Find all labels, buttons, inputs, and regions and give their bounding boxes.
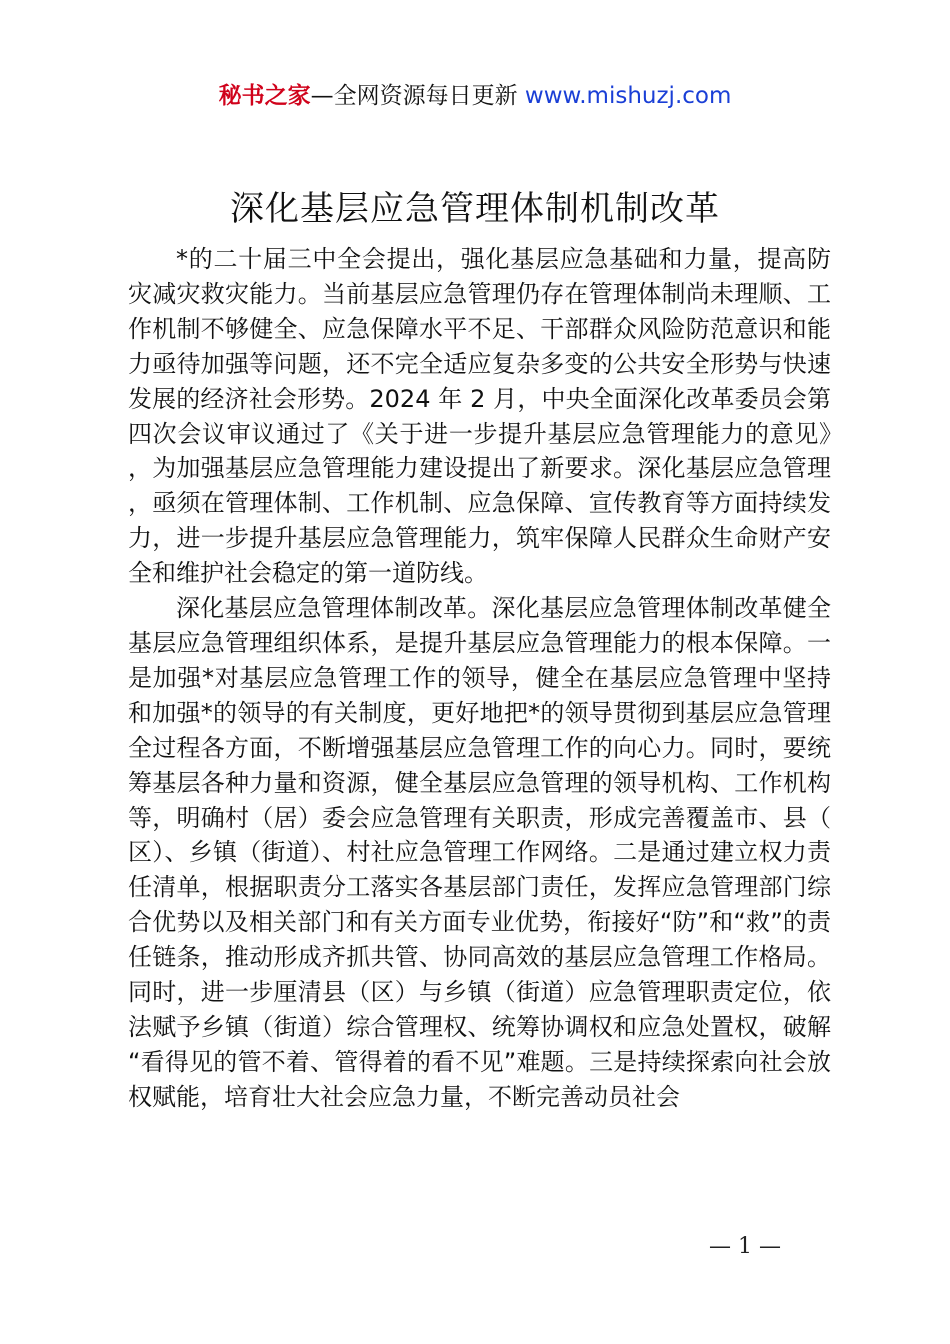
paragraph-system-reform: 深化基层应急管理体制改革。深化基层应急管理体制改革健全基层应急管理组织体系，是提升基层应急管理能力的根本保障。一是加强*对基层应急管理工作的领导，健全在基层应急管理中坚持和加强*的领导的有关制度，更好地把*的领导贯彻到基层应急管理全过程各方面，不断增强基层应急管理工作的向心力。同时，要统筹基层各种力量和资源，健全基层应急管理的领导机构、工作机构等，明确村（居）委会应急管理有关职责，形成完善覆盖市、县（区）、乡镇（街道）、村社应急管理工作网络。二是通过建立权力责任清单，根据职责分工落实各基层部门责任，发挥应急管理部门综合优势以及相关部门和有关方面专业优势，衔接好“防”和“救”的责任链条，推动形成齐抓共管、协同高效的基层应急管理工作格局。同时，进一步厘清县（区）与乡镇（街道）应急管理职责定位，依法赋予乡镇（街道）综合管理权、统筹协调权和应急处置权，破解“看得见的管不着、管得着的看不见”难题。三是持续探索向社会放权赋能，培育壮大社会应急力量，不断完善动员社会 <box>128 594 831 1111</box>
site-tagline: —全网资源每日更新 <box>310 83 525 109</box>
document-body <box>128 242 831 1115</box>
document-title: 深化基层应急管理体制机制改革 <box>230 189 720 229</box>
site-url-link[interactable]: www.mishuzj.com <box>524 83 732 109</box>
site-header <box>0 80 950 112</box>
site-name: 秘书之家 <box>218 83 311 109</box>
page-number: — 1 — <box>709 1234 781 1259</box>
paragraph-intro: *的二十届三中全会提出，强化基层应急基础和力量，提高防灾减灾救灾能力。当前基层应急管理仍存在管理体制尚未理顺、工作机制不够健全、应急保障水平不足、干部群众风险防范意识和能力亟待加强等问题，还不完全适应复杂多变的公共安全形势与快速发展的经济社会形势。2024 年 2 月，中央全面深化改革委员会第四次会议审议通过了《关于进一步提升基层应急管理能力的意见》，为加强基层应急管理能力建设提出了新要求。深化基层应急管理，亟须在管理体制、工作机制、应急保障、宣传教育等方面持续发力，进一步提升基层应急管理能力，筑牢保障人民群众生命财产安全和维护社会稳定的第一道防线。 <box>128 245 831 588</box>
